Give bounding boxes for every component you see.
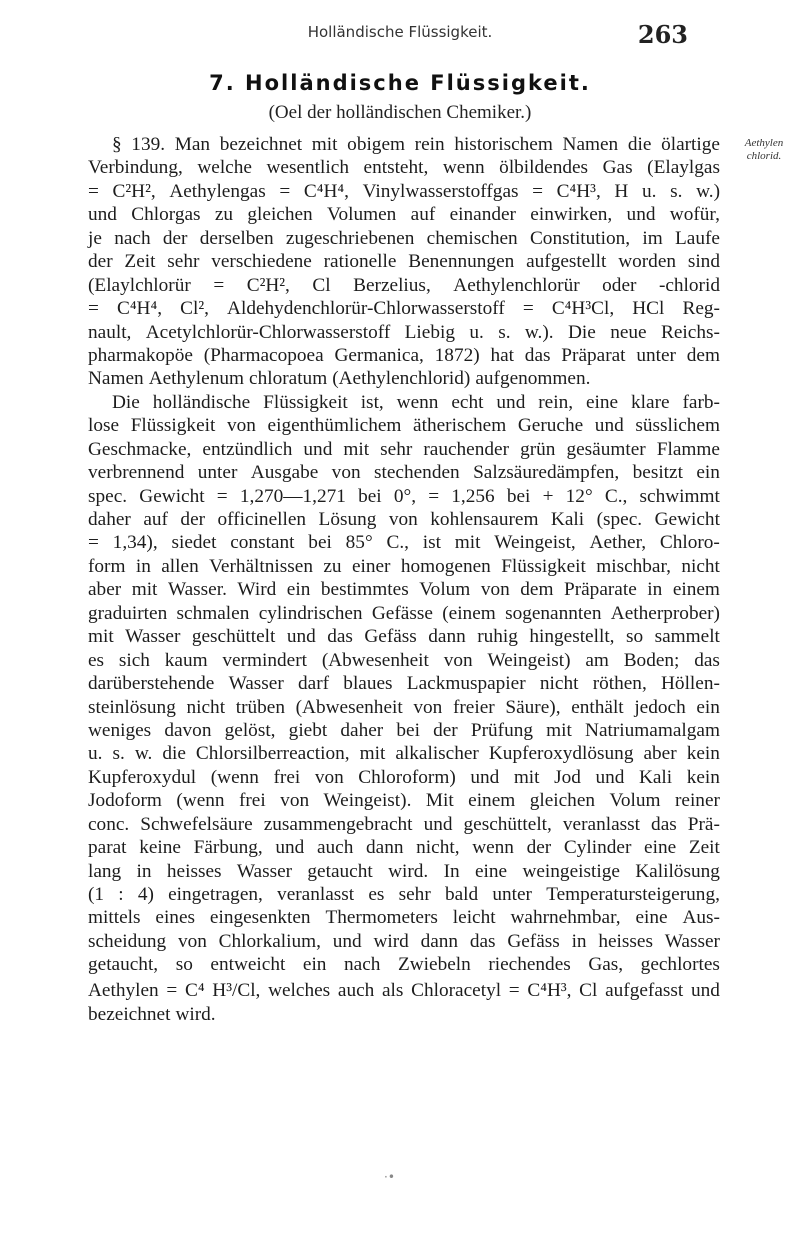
text-line: Verbindung, welche wesentlich entsteht, wenn ölbildendes Gas (Elaylgas: [88, 157, 720, 179]
text-line: mittels eines eingesenkten Thermometers leicht wahrnehmbar, eine Aus-: [88, 907, 720, 929]
running-title: Holländische Flüssigkeit.: [307, 23, 493, 41]
text-line: bezeichnet wird.: [88, 1003, 216, 1025]
text-line: (1 : 4) eingetragen, veranlasst es sehr bald unter Temperatursteigerung,: [88, 884, 720, 905]
text-line: spec. Gewicht = 1,270—1,271 bei 0°, = 1,256 bei + 12° C., schwimmt: [88, 485, 720, 507]
stray-mark: ·•: [384, 1170, 395, 1184]
text-line: Aethylen = C⁴ H³/Cl, welches auch als Chloracetyl = C⁴H³, Cl aufgefasst und: [88, 980, 720, 1002]
text-line: scheidung von Chlorkalium, und wird dann das Gefäss in heisses Wasser: [88, 930, 720, 952]
margin-note: [734, 137, 794, 163]
text-line: verbrennend unter Ausgabe von stechenden Salzsäuredämpfen, besitzt ein: [88, 462, 720, 484]
text-line: Geschmacke, entzündlich und mit sehr rauchender grün gesäumter Flamme: [88, 438, 720, 460]
text-line: je nach der derselben zugeschriebenen chemischen Constitution, im Laufe: [88, 227, 720, 249]
text-line: daher auf der officinellen Lösung von kohlensaurem Kali (spec. Gewicht: [88, 509, 720, 530]
text-line: steinlösung nicht trüben (Abwesenheit von freier Säure), enthält jedoch ein: [88, 696, 720, 718]
running-head: [0, 22, 800, 48]
text-line: (Elaylchlorür = C²H², Cl Berzelius, Aethylenchlorür oder -chlorid: [88, 274, 720, 296]
text-line: mit Wasser geschüttelt und das Gefäss dann ruhig hingestellt, so sammelt: [88, 626, 720, 648]
text-line: parat keine Färbung, und auch dann nicht, wenn der Cylinder eine Zeit: [88, 837, 720, 859]
text-line: darüberstehende Wasser darf blaues Lackmuspapier nicht röthen, Höllen-: [88, 673, 720, 695]
text-line: lose Flüssigkeit von eigenthümlichem ätherischem Geruche und süsslichem: [88, 415, 720, 437]
margin-note-line: Aethylen: [744, 137, 784, 149]
text-line: pharmakopöe (Pharmacopoea Germanica, 1872) hat das Präparat unter dem: [88, 344, 720, 366]
text-line: der Zeit sehr verschiedene rationelle Benennungen aufgestellt worden sind: [88, 251, 720, 273]
body-text: [88, 133, 720, 1026]
page-number: 263: [637, 20, 688, 49]
text-line: = C²H², Aethylengas = C⁴H⁴, Vinylwasserstoffgas = C⁴H³, H u. s. w.): [88, 180, 720, 202]
text-line: getaucht, so entweicht ein nach Zwiebeln riechendes Gas, gechlortes: [88, 954, 720, 976]
text-line: lang in heisses Wasser getaucht wird. In eine weingeistige Kalilösung: [88, 860, 720, 882]
text-line: Kupferoxydul (wenn frei von Chloroform) und mit Jod und Kali kein: [88, 766, 720, 788]
text-line: § 139. Man bezeichnet mit obigem rein historischem Namen die ölartige: [112, 134, 720, 155]
text-line: = 1,34), siedet constant bei 85° C., ist mit Weingeist, Aether, Chloro-: [88, 532, 720, 554]
text-line: nault, Acetylchlorür-Chlorwasserstoff Liebig u. s. w.). Die neue Reichs-: [88, 321, 720, 343]
text-line: u. s. w. die Chlorsilberreaction, mit alkalischer Kupferoxydlösung aber kein: [88, 743, 720, 765]
text-line: Jodoform (wenn frei von Weingeist). Mit einem gleichen Volum reiner: [88, 790, 720, 812]
text-line: = C⁴H⁴, Cl², Aldehydenchlorür-Chlorwasserstoff = C⁴H³Cl, HCl Reg-: [88, 298, 720, 320]
chapter-title: 7. Holländische Flüssigkeit.: [209, 71, 591, 95]
text-line: weniges davon gelöst, giebt daher bei der Prüfung mit Natriumamalgam: [88, 719, 720, 741]
text-line: form in allen Verhältnissen zu einer homogenen Flüssigkeit mischbar, nicht: [88, 555, 720, 577]
text-line: conc. Schwefelsäure zusammengebracht und geschüttelt, veranlasst das Prä-: [88, 813, 720, 835]
chapter-subtitle: (Oel der holländischen Chemiker.): [268, 102, 532, 123]
text-line: graduirten schmalen cylindrischen Gefässe (einem sogenannten Aetherprober): [88, 602, 720, 624]
text-line: Die holländische Flüssigkeit ist, wenn echt und rein, eine klare farb-: [112, 391, 720, 413]
margin-note-line: chlorid.: [746, 150, 782, 162]
text-line: Namen Aethylenum chloratum (Aethylenchlorid) aufgenommen.: [88, 368, 591, 390]
text-line: aber mit Wasser. Wird ein bestimmtes Volum von dem Präparate in einem: [88, 579, 720, 601]
text-line: und Chlorgas zu gleichen Volumen auf einander einwirken, und wofür,: [88, 204, 720, 226]
text-line: es sich kaum vermindert (Abwesenheit von Weingeist) am Boden; das: [88, 649, 720, 671]
